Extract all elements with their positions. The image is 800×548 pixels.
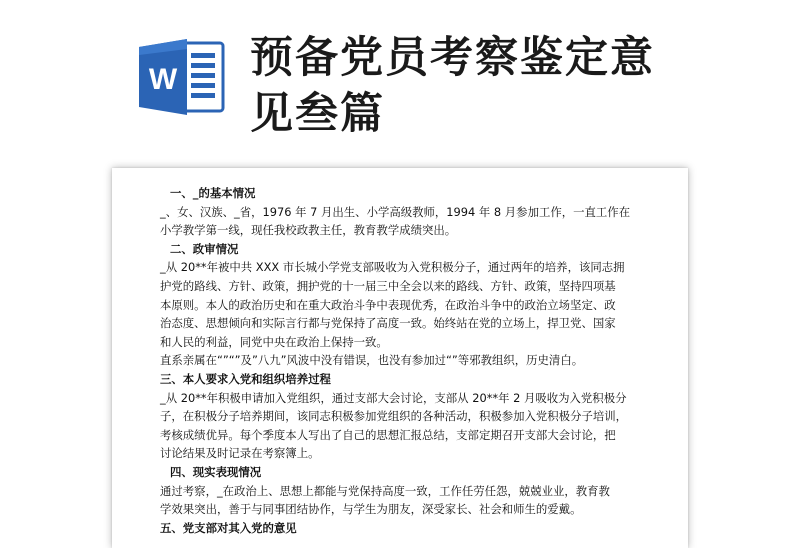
paragraph-line: 护党的路线、方针、政策，拥护党的十一届三中全会以来的路线、方针、政策，坚持四项基 [160, 278, 616, 293]
paragraph-line: 子，在积极分子培养期间，该同志积极参加党组织的各种活动，积极参加入党积极分子培训， [160, 409, 628, 424]
page-title [250, 30, 710, 142]
paragraph-line: 本原则。本人的政治历史和在重大政治斗争中表现优秀，在政治斗争中的政治立场坚定、政 [160, 297, 616, 312]
title-line-2: 见叁篇 [250, 89, 385, 139]
section-heading-3: 三、本人要求入党和组织培养过程 [160, 371, 331, 386]
paragraph-line: 小学教学第一线，现任我校政教主任，教育教学成绩突出。 [160, 223, 457, 238]
paragraph-line: 通过考察，_在政治上、思想上都能与党保持高度一致，工作任劳任怨，兢兢业业，教育教 [160, 483, 610, 498]
paragraph-line: 考核成绩优异。每个季度本人写出了自己的思想汇报总结，支部定期召开支部大会讨论，把 [160, 427, 616, 442]
section-heading-5: 五、党支部对其入党的意见 [160, 520, 297, 535]
section-heading-1: 一、_的基本情况 [170, 186, 256, 200]
paragraph-line: _从 20**年被中共 XXX 市长城小学党支部吸收为入党积极分子，通过两年的培养，该同志拥 [160, 260, 625, 275]
paragraph-line: 直系亲属在“”“”及”八九”风波中没有错误，也没有参加过“”等邪教组织，历史清白。 [160, 353, 584, 368]
paragraph-line: 讨论结果及时记录在考察簿上。 [160, 446, 320, 461]
paragraph-line: 治态度、思想倾向和实际言行都与党保持了高度一致。始终站在党的立场上，捍卫党、国家 [160, 316, 616, 331]
paragraph-line: 学效果突出，善于与同事团结协作，与学生为朋友，深受家长、社会和师生的爱戴。 [160, 502, 582, 517]
document-content [160, 184, 646, 537]
title-line-1: 预备党员考察鉴定意 [250, 33, 655, 83]
word-logo-letter: W [148, 63, 178, 96]
section-heading-4: 四、现实表现情况 [170, 464, 262, 479]
paragraph-line: _从 20**年积极申请加入党组织，通过支部大会讨论，支部从 20**年 2 月吸收为入党积极分 [160, 390, 627, 405]
section-heading-2: 二、政审情况 [170, 241, 239, 256]
paragraph-line: _、女、汉族、_省，1976 年 7 月出生、小学高级教师，1994 年 8 月参加工作，一直工作在 [160, 204, 631, 219]
word-document-icon [137, 37, 227, 117]
paragraph-line: 和人民的利益，同党中央在政治上保持一致。 [160, 334, 388, 349]
